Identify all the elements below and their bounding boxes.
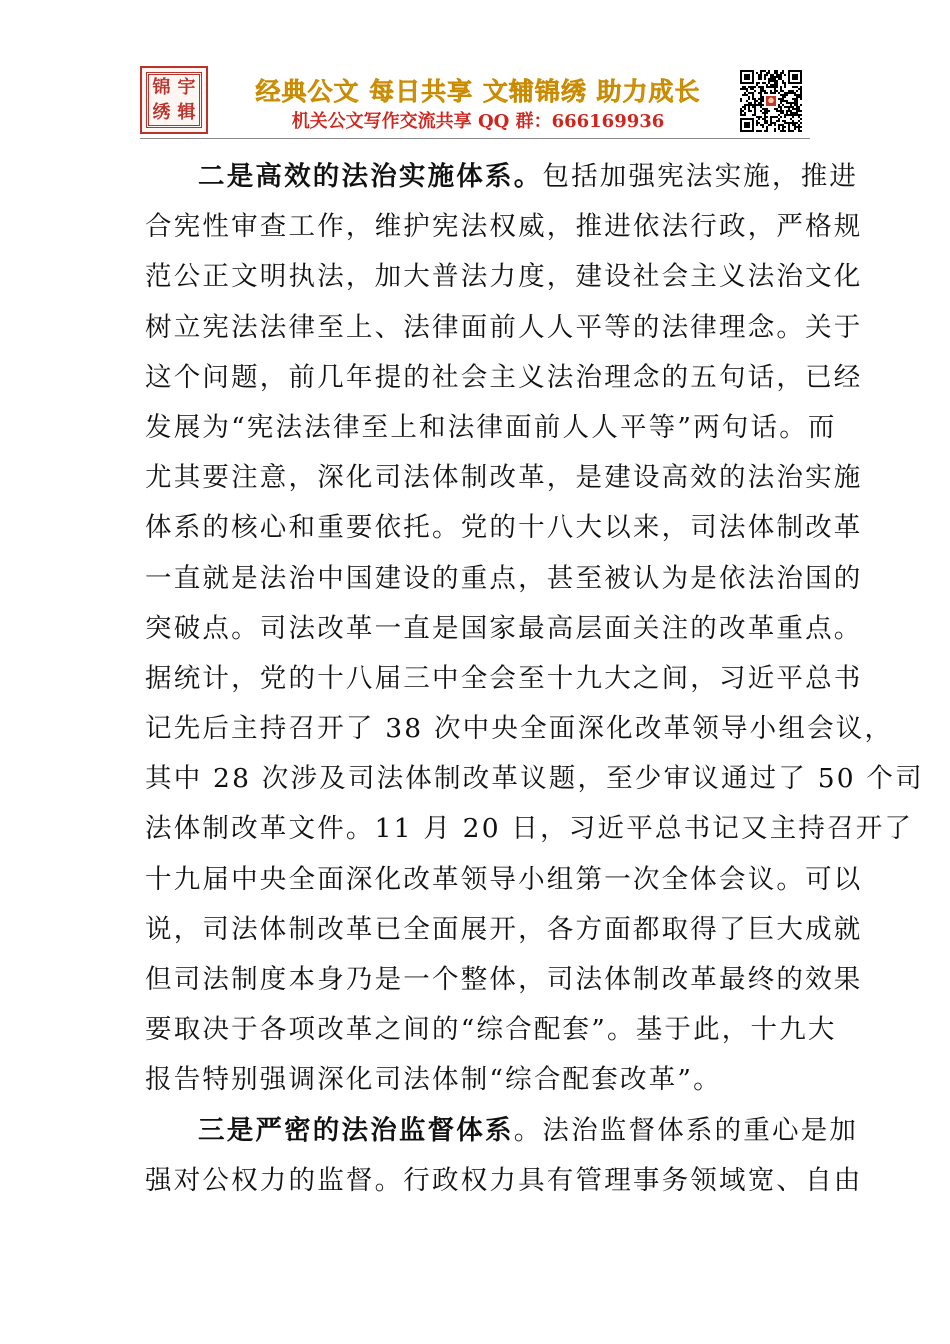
- text-line: 记先后主持召开了 38 次中央全面深化改革领导小组会议，: [145, 713, 894, 745]
- seal-char: 宇: [177, 76, 196, 98]
- text-line: 但司法制度本身乃是一个整体，司法体制改革最终的效果: [145, 964, 863, 995]
- text-line: 强对公权力的监督。行政权力具有管理事务领域宽、自由: [145, 1164, 863, 1196]
- text-line: 十九届中央全面深化改革领导小组第一次全体会议。可以: [145, 863, 863, 895]
- seal-logo-inner: [146, 72, 202, 128]
- header-slogan: 经典公文 每日共享 文辅锦绣 助力成长: [255, 77, 701, 106]
- text-line: 一直就是法治中国建设的重点，甚至被认为是依法治国的: [145, 562, 863, 594]
- seal-logo: [140, 66, 208, 134]
- seal-char: 绣: [152, 101, 171, 123]
- text-line: 说，司法体制改革已全面展开，各方面都取得了巨大成就: [145, 913, 863, 945]
- text-line: 这个问题，前几年提的社会主义法治理念的五句话，已经: [145, 361, 863, 393]
- paragraph-first-line: [145, 152, 859, 202]
- text-line: 法体制改革文件。11 月 20 日，习近平总书记又主持召开了: [145, 813, 914, 845]
- page-header: [140, 66, 810, 136]
- document-body: [145, 152, 924, 1206]
- text-line: 其中 28 次涉及司法体制改革议题，至少审议通过了 50 个司: [145, 763, 924, 795]
- text-line: 体系的核心和重要依托。党的十八大以来，司法体制改革: [145, 512, 863, 544]
- header-qq-group: 机关公文写作交流共享 QQ 群：666169936: [291, 111, 665, 132]
- paragraph-text: 包括加强宪法实施，推进: [542, 161, 859, 192]
- text-line: 尤其要注意，深化司法体制改革，是建设高效的法治实施: [145, 462, 863, 494]
- text-line: 发展为“宪法法律至上和法律面前人人平等”两句话。而: [145, 411, 837, 443]
- paragraph-first-line: [145, 1106, 859, 1156]
- text-line: 据统计，党的十八届三中全会至十九大之间，习近平总书: [145, 662, 863, 694]
- header-divider: [140, 138, 810, 139]
- text-line: 树立宪法法律至上、法律面前人人平等的法律理念。关于: [145, 311, 863, 343]
- text-line: 要取决于各项改革之间的“综合配套”。基于此，十九大: [145, 1014, 837, 1046]
- paragraph-lead: 三是严密的法治监督体系: [198, 1114, 514, 1146]
- seal-char: 辑: [177, 101, 196, 123]
- text-line: 合宪性审查工作，维护宪法权威，推进依法行政，严格规: [145, 211, 863, 243]
- text-line: 突破点。司法改革一直是国家最高层面关注的改革重点。: [145, 612, 863, 644]
- text-line: 范公正文明执法，加大普法力度，建设社会主义法治文化: [145, 261, 863, 293]
- seal-char: 锦: [152, 76, 171, 98]
- paragraph-lead: 二是高效的法治实施体系。: [198, 161, 543, 192]
- text-line: 报告特别强调深化司法体制“综合配套改革”。: [145, 1064, 722, 1096]
- paragraph-text: 。法治监督体系的重心是加: [513, 1114, 859, 1146]
- qr-code-icon: [738, 68, 804, 134]
